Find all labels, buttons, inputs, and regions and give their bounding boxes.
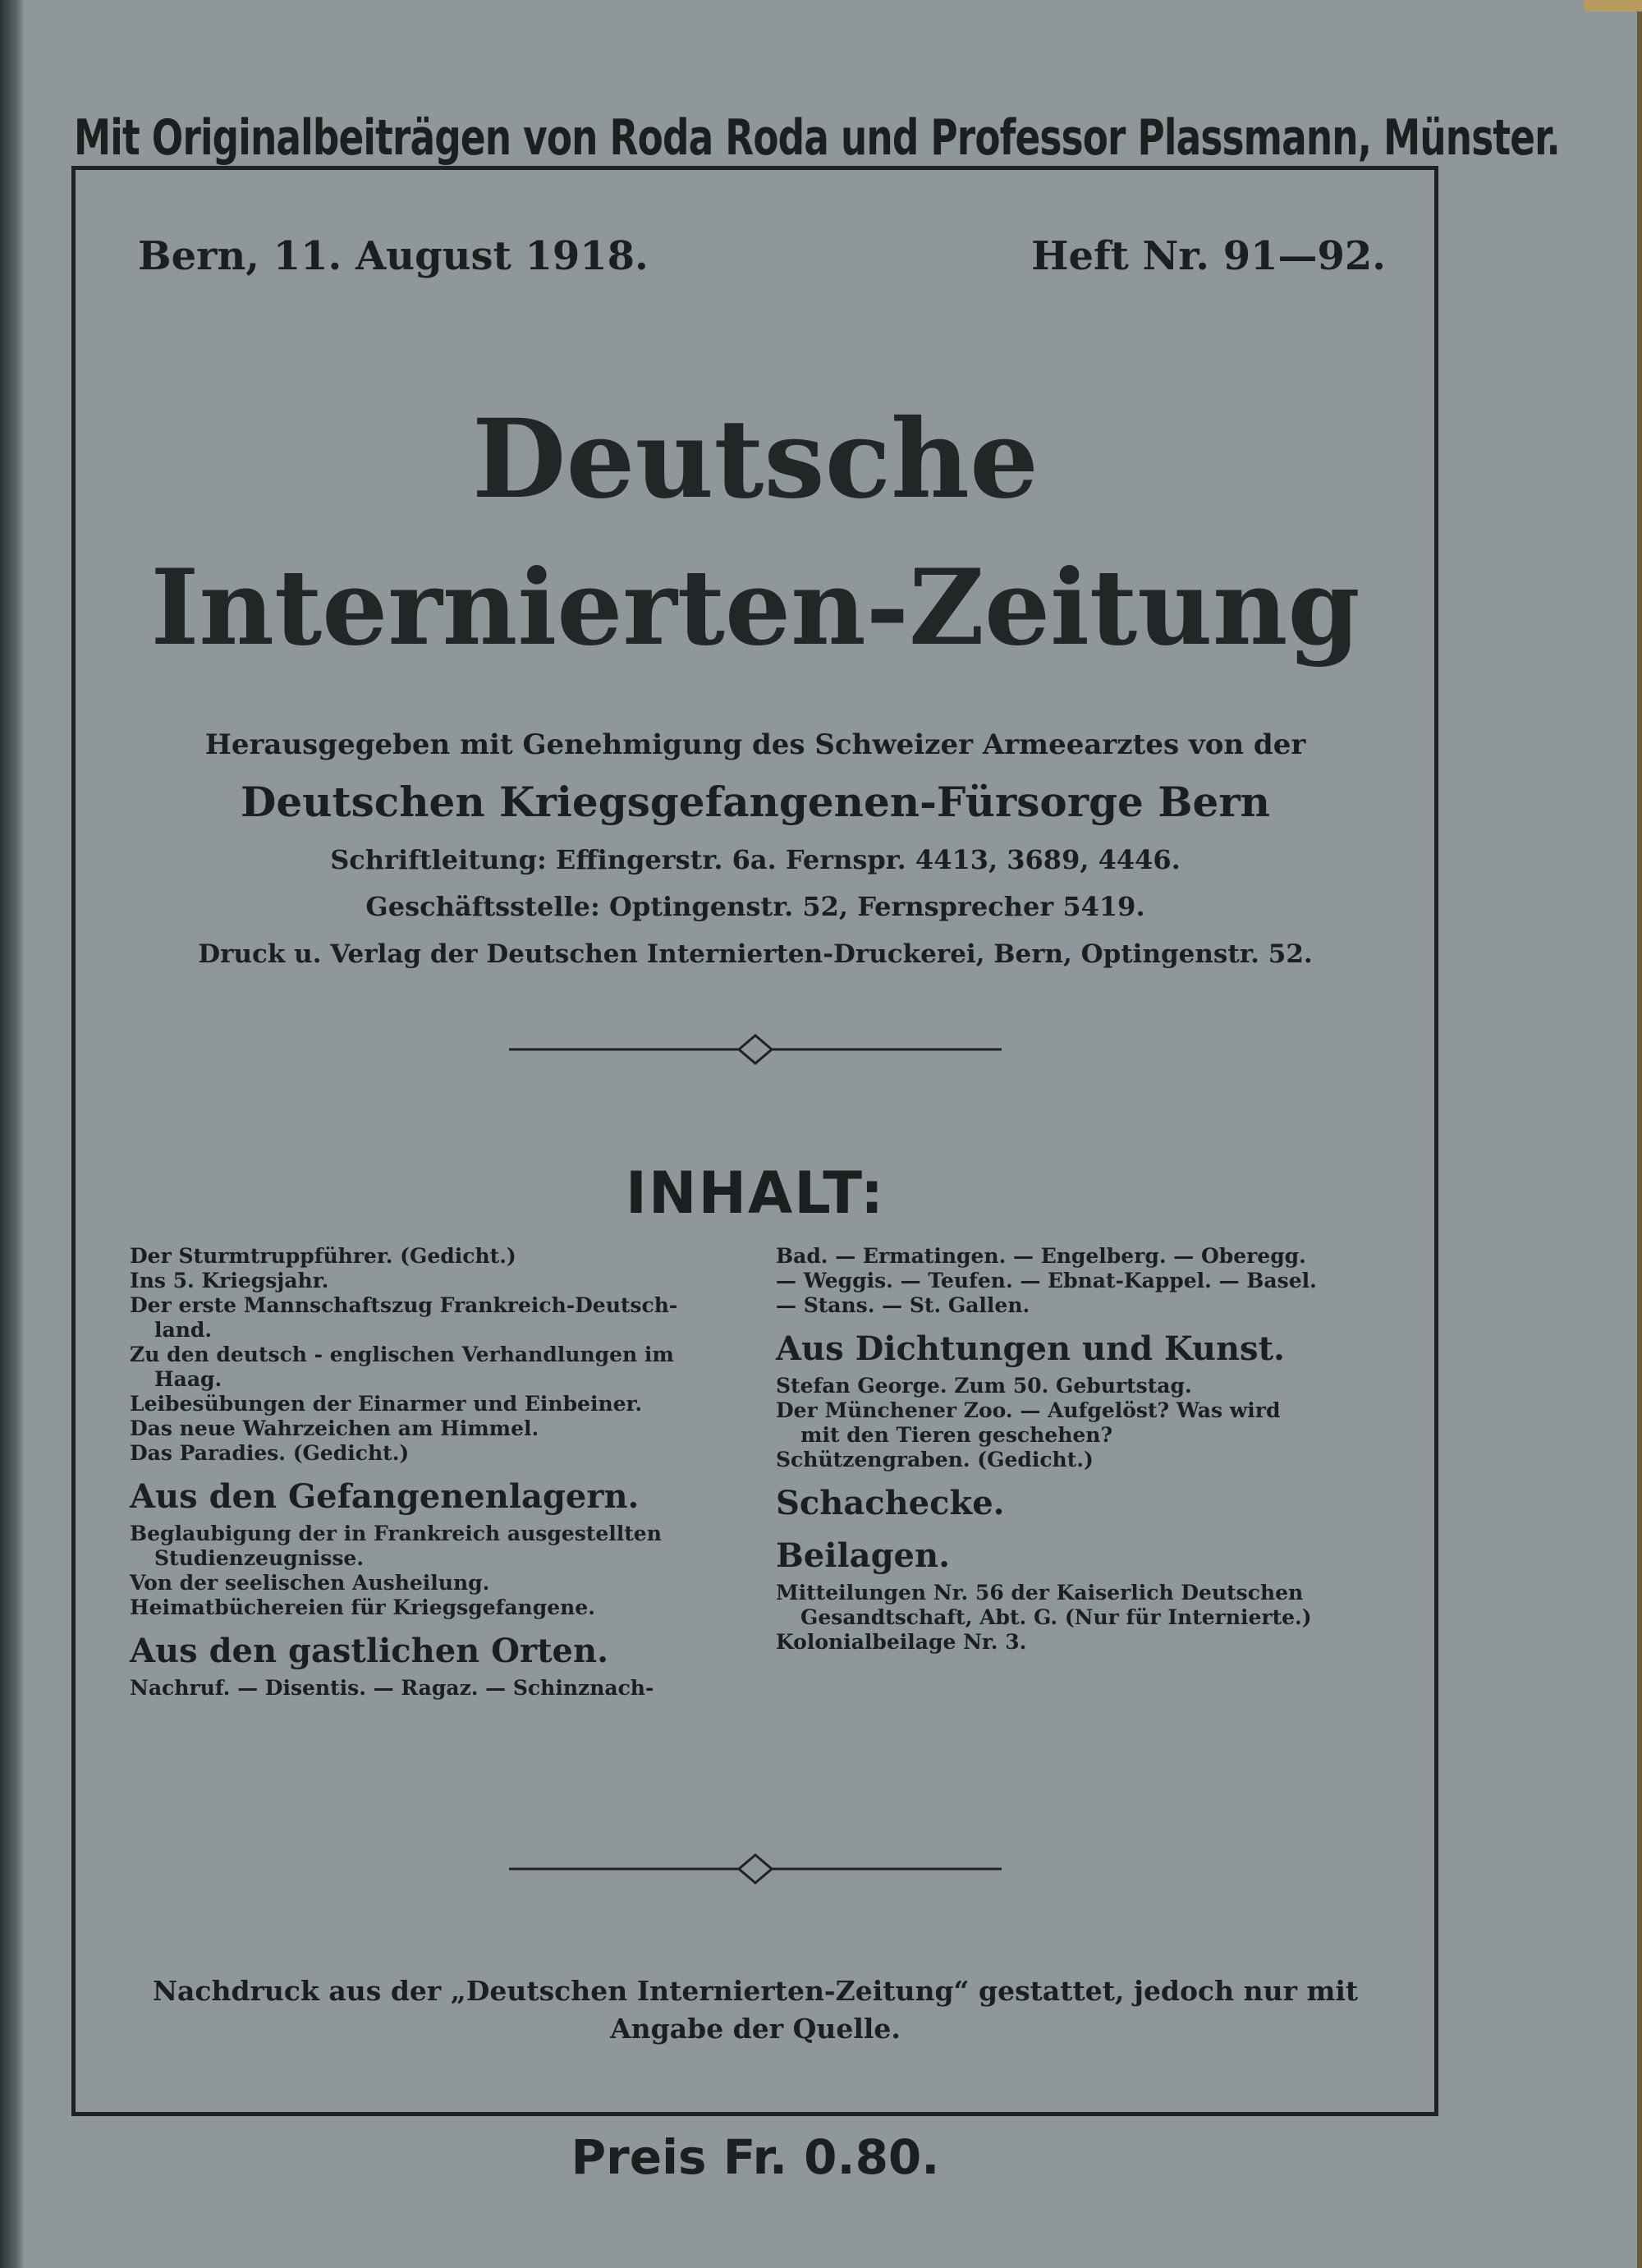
business-office: Geschäftsstelle: Optingenstr. 52, Fernsprecher 5419. <box>365 891 1145 922</box>
list-item: Mitteilungen Nr. 56 der Kaiserlich Deutschen <box>776 1581 1304 1605</box>
list-item: Stefan George. Zum 50. Geburtstag. <box>776 1374 1192 1398</box>
section-heading: Beilagen. <box>776 1536 950 1575</box>
price: Preis Fr. 0.80. <box>571 2129 940 2185</box>
list-item: Kolonialbeilage Nr. 3. <box>776 1630 1027 1654</box>
section-heading: Schachecke. <box>776 1484 1005 1522</box>
list-item: Bad. — Ermatingen. — Engelberg. — Oberegg. <box>776 1244 1306 1268</box>
list-item: Heimatbüchereien für Kriegsgefangene. <box>130 1595 595 1619</box>
list-item: Beglaubigung der in Frankreich ausgestellten <box>130 1522 662 1545</box>
section-heading: Aus den Gefangenenlagern. <box>130 1477 640 1516</box>
printer-line: Druck u. Verlag der Deutschen Internierten-Druckerei, Bern, Optingenstr. 52. <box>198 939 1313 969</box>
publisher-name: Deutschen Kriegsgefangenen-Fürsorge Bern <box>240 778 1271 826</box>
publisher-intro: Herausgegeben mit Genehmigung des Schweizer Armeearztes von der <box>204 728 1306 761</box>
list-item: Von der seelischen Ausheilung. <box>130 1571 490 1595</box>
list-item: Der Sturmtruppführer. (Gedicht.) <box>130 1244 516 1268</box>
list-item: Leibesübungen der Einarmer und Einbeiner. <box>130 1392 643 1416</box>
reprint-notice-line-1: Nachdruck aus der „Deutschen Internierten-Zeitung“ gestattet, jedoch nur mit <box>152 1975 1359 2007</box>
book-binding <box>0 0 25 2268</box>
list-item: Der erste Mannschaftszug Frankreich-Deutsch- <box>130 1293 678 1317</box>
issue-number: Heft Nr. 91—92. <box>1031 233 1386 279</box>
list-item: Zu den deutsch - englischen Verhandlungen im <box>130 1343 674 1366</box>
list-item: Gesandtschaft, Abt. G. (Nur für Internierte.) <box>800 1605 1312 1629</box>
list-item: Schützengraben. (Gedicht.) <box>776 1448 1094 1471</box>
title-line-2: Internierten-Zeitung <box>150 547 1360 668</box>
list-item: Haag. <box>154 1367 222 1391</box>
paper-corner <box>1585 0 1642 11</box>
list-item: mit den Tieren geschehen? <box>800 1423 1113 1447</box>
reprint-notice <box>131 1972 1379 2048</box>
diamond-rule-ornament <box>509 1853 1002 1885</box>
list-item: Ins 5. Kriegsjahr. <box>130 1269 329 1292</box>
title-line-1: Deutsche <box>471 396 1039 523</box>
editorial-office: Schriftleitung: Effingerstr. 6a. Fernspr. 4413, 3689, 4446. <box>330 844 1181 875</box>
contents-heading: INHALT: <box>625 1159 886 1227</box>
section-heading: Aus Dichtungen und Kunst. <box>776 1329 1285 1368</box>
list-item: Nachruf. — Disentis. — Ragaz. — Schinznach- <box>130 1676 654 1700</box>
contents-right-column <box>776 1244 1375 1655</box>
contents-left-column <box>130 1244 729 1701</box>
list-item: Studienzeugnisse. <box>154 1546 365 1570</box>
reprint-notice-line-2: Angabe der Quelle. <box>610 2013 901 2045</box>
section-heading: Aus den gastlichen Orten. <box>130 1632 609 1670</box>
diamond-rule-ornament <box>509 1033 1002 1066</box>
list-item: Das Paradies. (Gedicht.) <box>130 1441 410 1465</box>
list-item: Der Münchener Zoo. — Aufgelöst? Was wird <box>776 1398 1281 1422</box>
issue-date: Bern, 11. August 1918. <box>138 233 649 279</box>
masthead-contributors: Mit Originalbeiträgen von Roda Roda und Professor Plassmann, Münster. <box>74 109 1560 167</box>
list-item: Das neue Wahrzeichen am Himmel. <box>130 1416 539 1440</box>
list-item: — Weggis. — Teufen. — Ebnat-Kappel. — Basel. <box>776 1269 1317 1292</box>
list-item: land. <box>154 1318 213 1342</box>
list-item: — Stans. — St. Gallen. <box>776 1293 1030 1317</box>
page-edge <box>1637 0 1642 2268</box>
